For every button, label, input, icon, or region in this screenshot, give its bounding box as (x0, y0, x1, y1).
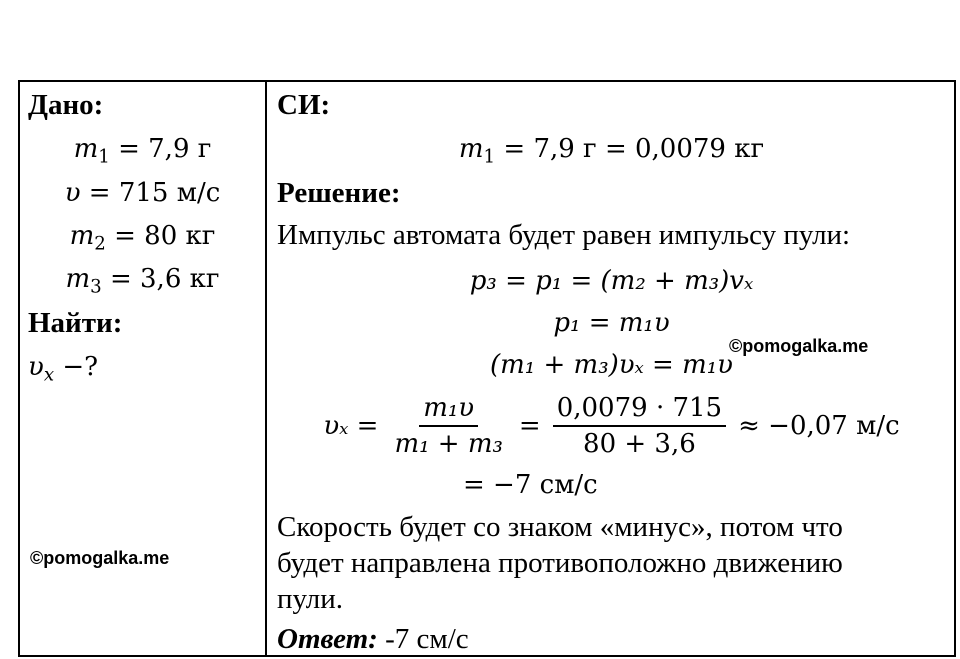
si-m1-symbol: m (458, 134, 484, 164)
solution-heading: Решение: (277, 177, 401, 209)
given-v (20, 176, 265, 210)
equation-4-fraction-2 (553, 393, 726, 459)
given-heading: Дано: (28, 89, 104, 121)
given-m1 (20, 132, 265, 174)
fraction-2-denominator: 80 + 3,6 (583, 429, 696, 459)
given-m3 (20, 262, 265, 304)
given-m2-symbol: m (69, 221, 95, 251)
si-m1 (267, 132, 956, 174)
given-m1-value: = 7,9 г (109, 134, 212, 164)
given-v-symbol: υ (64, 178, 81, 208)
solution-text-2-line-1: Скорость будет со знаком «минус», потом что (277, 511, 843, 543)
given-m3-sub: 3 (90, 276, 102, 298)
fraction-1-numerator: m₁υ (419, 393, 478, 427)
given-column (20, 82, 265, 655)
find-symbol: υ (28, 352, 44, 382)
solution-table (18, 80, 956, 657)
equation-4 (267, 388, 956, 464)
find-sub: x (43, 364, 55, 386)
given-m2-value: = 80 кг (105, 221, 216, 251)
solution-text-2-line-3: пули. (277, 583, 343, 615)
given-m1-sub: 1 (98, 146, 110, 168)
given-m2 (20, 219, 265, 261)
fraction-2-numerator: 0,0079 · 715 (553, 393, 726, 427)
find-value (28, 350, 98, 392)
given-m1-symbol: m (73, 134, 99, 164)
watermark-right: ©pomogalka.me (729, 336, 869, 356)
solution-text-1: Импульс автомата будет равен импульсу пули: (277, 219, 851, 251)
solution-text-2-line-2: будет направлена противоположно движению (277, 547, 843, 579)
answer (277, 622, 469, 656)
find-heading: Найти: (28, 307, 123, 339)
given-m3-symbol: m (65, 264, 91, 294)
solution-column (267, 82, 954, 655)
given-v-value: = 715 м/с (80, 178, 221, 208)
equation-1: p₃ = p₁ = (m₂ + m₃)vₓ (469, 266, 754, 296)
find-rest: −? (54, 352, 99, 382)
si-m1-value: = 7,9 г = 0,0079 кг (495, 134, 765, 164)
equation-4-equals: = (518, 411, 541, 441)
answer-value: -7 см/с (377, 623, 469, 655)
answer-label: Ответ: (277, 623, 378, 655)
equation-4-rhs: ≈ −0,07 м/с (738, 411, 900, 441)
equation-5: = −7 см/с (463, 470, 598, 500)
given-m3-value: = 3,6 кг (101, 264, 220, 294)
si-heading: СИ: (277, 89, 331, 121)
equation-3: (m₁ + m₃)υₓ = m₁υ (490, 350, 733, 380)
watermark-left: ©pomogalka.me (30, 548, 170, 568)
equation-4-fraction-1 (390, 393, 506, 459)
given-m2-sub: 2 (94, 233, 106, 255)
equation-4-lhs: υₓ = (323, 411, 379, 441)
si-m1-sub: 1 (483, 146, 496, 168)
fraction-1-denominator: m₁ + m₃ (394, 429, 503, 459)
equation-2: p₁ = m₁υ (553, 308, 670, 338)
